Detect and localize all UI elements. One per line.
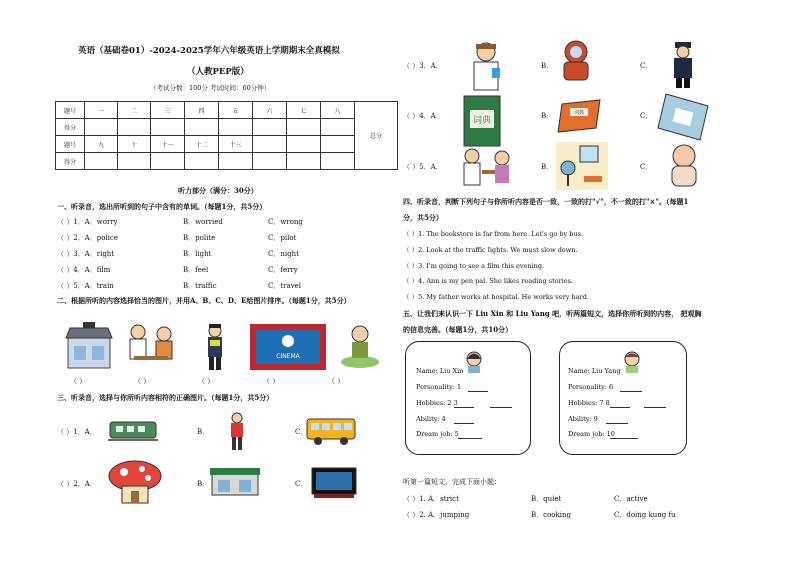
question-1-5: （ ）5．A．train — [57, 282, 114, 290]
section-4-title-line2: 分，共5分） — [403, 213, 443, 222]
listening-heading: 听力部分（满分：30分） — [178, 186, 258, 195]
card-ability: Ability: 9 — [568, 415, 598, 423]
question-3-1: （ ）1．A． — [57, 428, 97, 436]
section-6-title: 听第一篇短文，完成下面小题： — [403, 478, 501, 486]
notebook-picture — [656, 92, 710, 142]
exam-subtitle: （人教PEP版） — [187, 67, 249, 77]
option-c: C．active — [614, 495, 648, 503]
score-cell: 题号 — [56, 102, 85, 119]
card-name: Name: Liu Yang — [568, 367, 621, 375]
option-c: C．travel — [268, 282, 302, 290]
question-1-1: （ ）1．A．worry — [57, 218, 118, 226]
bus-picture — [306, 416, 356, 446]
option-c: C． — [640, 163, 653, 171]
score-table — [55, 101, 398, 170]
card-dream-job: Dream job: 10 — [568, 430, 615, 438]
question-3-4: （ ）4．A． — [403, 112, 443, 120]
order-blank[interactable]: （ ） — [70, 377, 87, 385]
score-cell: 七 — [287, 102, 321, 119]
question-3-2: （ ）2．A． — [57, 480, 97, 488]
option-c: C． — [640, 112, 653, 120]
option-c: C．wrong — [268, 218, 303, 226]
score-cell: 九 — [85, 136, 118, 153]
section-5-title: 五、让我们来认识一下 Liu Xin 和 Liu Yang 吧，听两篇短文，选择你所听到的内容， 把观胸 — [403, 309, 702, 318]
bookstore-picture — [210, 466, 260, 496]
score-cell: 题号 — [56, 136, 85, 153]
option-b: B．quiet — [531, 495, 562, 503]
boy-avatar — [622, 350, 642, 374]
section-4-title: 四、听录音，判断下列句子与你所听内容是否一致，一致的打"√"，不一致的打"×"。（每题1 — [403, 197, 689, 206]
judge-item: （ ）3. I'm going to see a film this evening. — [403, 262, 545, 270]
score-cell: 八 — [321, 102, 355, 119]
question-1-4: （ ）4．A．film — [57, 266, 111, 274]
card-personality: Personality: 1 — [416, 383, 462, 391]
score-cell: 一 — [85, 102, 118, 119]
exam-meta: （考试分数：100分 考试时间：60分钟） — [150, 84, 271, 92]
section-1-title: 一、听录音，选出所听到的句子中含有的单词。（每题1分，共5分） — [57, 202, 267, 211]
option-b: B．worried — [183, 218, 223, 226]
card-personality: Personality: 6 — [568, 383, 614, 391]
option-b: B．cooking — [531, 511, 571, 519]
score-cell: 三 — [151, 102, 185, 119]
judge-item: （ ）5. My father works at hospital. He works very hard. — [403, 293, 589, 301]
score-cell: 十一 — [151, 136, 185, 153]
score-cell: 二 — [118, 102, 151, 119]
judge-item: （ ）1. The bookstore is far from here. Let's go by bus. — [403, 230, 584, 238]
liu-yang-card — [559, 341, 687, 455]
option-b: B． — [541, 163, 554, 171]
option-b: B．traffic — [183, 282, 217, 290]
shop-picture — [64, 322, 114, 370]
doctor-office-picture — [458, 144, 516, 190]
option-c: C． — [295, 480, 308, 488]
baby-picture — [666, 142, 702, 190]
option-b: B． — [541, 112, 554, 120]
cinema-picture — [250, 324, 326, 370]
card-name: Name: Liu Xin — [416, 367, 464, 375]
option-b: B． — [541, 62, 554, 70]
card-ability: Ability: 4 — [416, 415, 446, 423]
order-blank[interactable]: （ ） — [134, 377, 151, 385]
question-1-3: （ ）3．A．right — [57, 250, 115, 258]
option-c: C． — [640, 62, 653, 70]
police-picture — [200, 322, 230, 372]
option-b: B． — [197, 428, 210, 436]
question-1-2: （ ）2．A．police — [57, 234, 118, 242]
option-c: C． — [295, 428, 308, 436]
cinema-screen-picture — [310, 464, 358, 500]
option-b: B．feel — [183, 266, 209, 274]
scientist-picture — [466, 40, 506, 92]
score-cell: 十三 — [219, 136, 253, 153]
total-score-cell: 总分 — [355, 102, 398, 170]
cinema-sign-text: CINEMA — [276, 353, 300, 360]
dictionary-picture — [460, 92, 504, 150]
score-cell: 五 — [219, 102, 253, 119]
card-dream-job: Dream job: 5 — [416, 430, 459, 438]
option-b: B． — [197, 480, 210, 488]
score-cell: 四 — [185, 102, 219, 119]
liu-xin-card — [405, 341, 531, 455]
score-cell: 六 — [253, 102, 287, 119]
section-3-title: 三、听录音，选择与你所听内容相符的正确图片。（每题1分，共5分） — [57, 393, 274, 402]
question-3-5: （ ）5．A． — [403, 163, 443, 171]
order-blank[interactable]: （ ） — [263, 377, 280, 385]
book-label: 词典 — [573, 110, 585, 116]
exam-title: 英语（基础卷01）-2024-2025学年六年级英语上学期期末全真模拟 — [78, 46, 340, 56]
question-3-3: （ ）3．A． — [403, 62, 443, 70]
option-b: B．light — [183, 250, 212, 258]
score-cell: 得分 — [56, 119, 85, 136]
boy-in-park-picture — [340, 322, 380, 368]
room-picture — [556, 142, 608, 190]
dictionary-label: 词典 — [472, 116, 492, 126]
astronaut-picture — [556, 38, 596, 84]
card-hobbies: Hobbies: 7 8 — [568, 399, 610, 407]
score-cell: 十二 — [185, 136, 219, 153]
order-blank[interactable]: （ ） — [328, 377, 345, 385]
boy-walking-picture — [228, 412, 246, 452]
question-6-1: （ ）1. A．strict — [403, 495, 459, 503]
judge-item: （ ）4. Ann is my pen pal. She likes reading stories. — [403, 277, 574, 285]
section-2-title: 二、根据所听的内容选择恰当的图片，并用A、B、C、D、E给图片排序。（每题1分，共5分） — [57, 296, 351, 305]
option-b: B．polite — [183, 234, 216, 242]
girl-avatar — [464, 350, 484, 374]
train-picture — [108, 418, 158, 444]
judge-item: （ ）2. Look at the traffic lights. We must slow down. — [403, 246, 578, 254]
doctor-patient-picture — [124, 322, 178, 370]
policeman-picture — [668, 40, 698, 90]
option-c: C．pilot — [268, 234, 297, 242]
order-blank[interactable]: （ ） — [198, 377, 215, 385]
question-6-2: （ ）2. A．jumping — [403, 511, 470, 519]
mushroom-house-picture — [108, 460, 162, 504]
book-picture — [556, 98, 602, 134]
card-hobbies: Hobbies: 2 3 — [416, 399, 458, 407]
section-5-title-line2: 的信息完善。（每题1分，共10分） — [403, 325, 513, 334]
option-c: C．doing kung fu — [614, 511, 676, 519]
option-c: C．ferry — [268, 266, 298, 274]
option-c: C．night — [268, 250, 299, 258]
score-cell: 得分 — [56, 153, 85, 170]
score-cell: 十 — [118, 136, 151, 153]
